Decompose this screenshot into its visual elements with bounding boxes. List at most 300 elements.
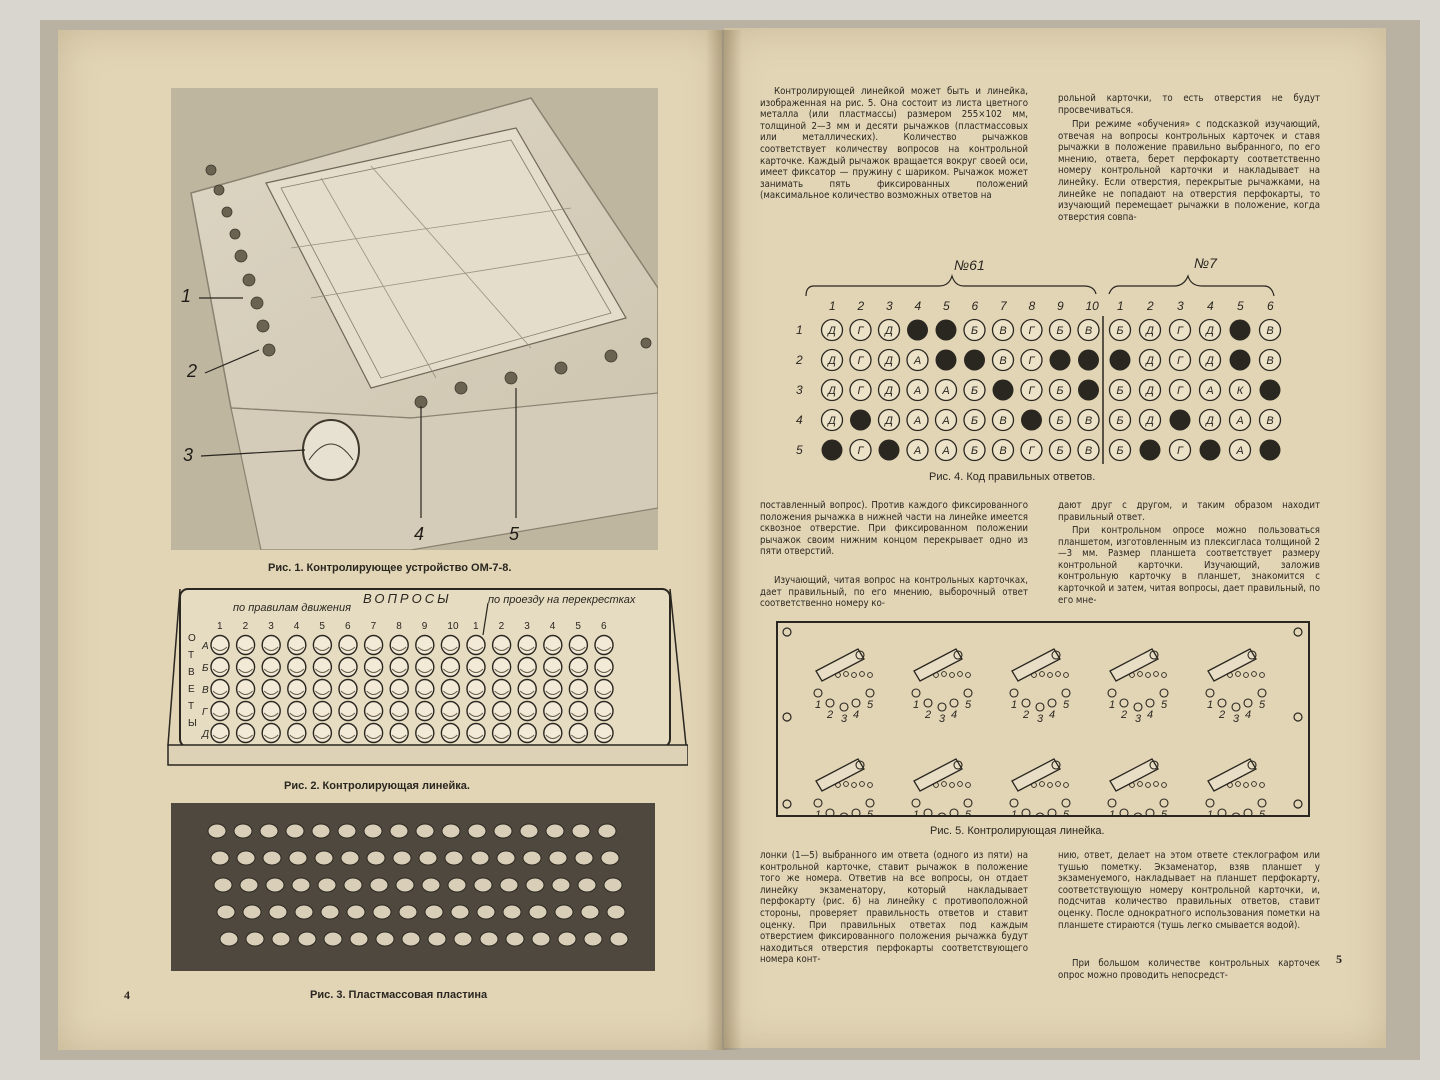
fig2-side-letter: Т <box>188 650 195 661</box>
fig2-hole <box>288 702 306 721</box>
fig5-hole <box>1048 699 1056 707</box>
fig5-detent <box>1244 783 1249 788</box>
fig3-hole <box>240 878 258 892</box>
fig2-column-number: 5 <box>575 621 581 632</box>
fig2-hole <box>595 658 613 677</box>
fig5-detent <box>844 782 849 787</box>
fig4-row-number: 4 <box>796 413 803 427</box>
fig5-hole <box>924 699 932 707</box>
fig3-hole <box>477 905 495 919</box>
fig5-hole <box>1108 689 1116 697</box>
fig2-hole <box>313 724 331 743</box>
fig4-cell-letter: Д <box>1206 415 1214 427</box>
fig4-cell-letter: Б <box>970 385 979 397</box>
fig2-hole <box>339 724 357 743</box>
fig4-filled-cell <box>1230 350 1251 371</box>
fig4-column-number: 3 <box>886 299 893 313</box>
fig3-hole <box>451 905 469 919</box>
fig5-hole <box>1134 703 1142 711</box>
fig4-cell-letter: Д <box>1146 325 1154 337</box>
fig2-side-letter: В <box>188 667 195 678</box>
fig5-detent <box>1146 783 1151 788</box>
fig5-detent <box>950 673 955 678</box>
fig5-hole <box>1062 689 1070 697</box>
fig2-hole <box>441 636 459 655</box>
fig2-hole <box>493 680 511 699</box>
fig3-hole <box>555 905 573 919</box>
fig2-hole <box>365 658 383 677</box>
fig4-cell-letter: А <box>913 355 922 367</box>
fig2-hole <box>493 636 511 655</box>
text-top-right-1: рольной карточки, то есть отверстия не будут просвечиваться. <box>1058 93 1320 116</box>
fig3-hole <box>214 878 232 892</box>
fig3-hole <box>607 905 625 919</box>
fig4-cell-letter: Д <box>828 415 836 427</box>
fig4-cell-letter: А <box>913 445 922 457</box>
fig2-hole <box>288 658 306 677</box>
fig4-cell-letter: В <box>999 415 1007 427</box>
fig4-cell-letter: А <box>913 385 922 397</box>
fig2-column-number: 4 <box>549 621 556 632</box>
fig5-hole <box>1062 799 1070 807</box>
fig2-hole <box>544 680 562 699</box>
fig5-hole <box>852 699 860 707</box>
fig3-hole <box>234 824 252 838</box>
fig5-position-number: 4 <box>951 709 958 721</box>
fig4-cell-letter: А <box>913 415 922 427</box>
fig2-hole <box>518 636 536 655</box>
fig3-hole <box>350 932 368 946</box>
fig4-filled-cell <box>879 440 900 461</box>
fig3-hole <box>364 824 382 838</box>
fig5-position-number: 1 <box>1011 809 1018 817</box>
fig5-detent <box>1154 782 1159 787</box>
fig5-detent <box>1048 673 1053 678</box>
fig5-hole <box>1218 699 1226 707</box>
fig5-position-number: 1 <box>1109 699 1116 711</box>
fig2-column-number: 5 <box>319 621 325 632</box>
fig3-hole <box>289 851 307 865</box>
fig5-position-number: 1 <box>913 809 920 817</box>
fig5-hole <box>1258 689 1266 697</box>
fig5-position-number: 1 <box>815 699 822 711</box>
fig2-header-left: по правилам движения <box>233 602 351 614</box>
fig2-hole <box>313 636 331 655</box>
fig5-position-number: 5 <box>1063 699 1070 711</box>
fig4-filled-cell <box>1140 440 1161 461</box>
fig4-cell-letter: В <box>1266 415 1274 427</box>
fig4-row-number: 1 <box>796 323 803 337</box>
fig5-detent <box>1040 782 1045 787</box>
fig5-detent <box>1048 783 1053 788</box>
fig5-position-number: 1 <box>1011 699 1018 711</box>
fig4-cell-letter: В <box>999 445 1007 457</box>
fig5-hole <box>1022 699 1030 707</box>
fig2-hole <box>544 636 562 655</box>
fig2-hole <box>339 680 357 699</box>
fig4-cell-letter: В <box>999 355 1007 367</box>
right-page-number: 5 <box>1336 952 1342 966</box>
fig5-position-number: 3 <box>1135 713 1142 725</box>
fig4-cell-letter: Г <box>1177 325 1183 337</box>
fig2-hole <box>288 636 306 655</box>
fig2-column-number: 8 <box>396 621 402 632</box>
fig2-hole <box>595 702 613 721</box>
callout-3: 3 <box>183 445 194 465</box>
fig2-hole <box>544 724 562 743</box>
fig5-position-number: 5 <box>965 699 972 711</box>
fig3-hole <box>347 905 365 919</box>
fig5-detent <box>868 783 873 788</box>
fig4-filled-cell <box>936 350 957 371</box>
text-bottom-right-2: При большом количестве контрольных карточек опрос можно проводить непосредст- <box>1058 958 1320 981</box>
fig4-column-number: 5 <box>1237 299 1244 313</box>
fig5-hole <box>866 799 874 807</box>
fig4-cell-letter: Г <box>857 385 864 397</box>
fig5-hole <box>1010 689 1018 697</box>
fig2-hole <box>416 658 434 677</box>
fig4-cell-letter: Г <box>857 445 864 457</box>
fig3-hole <box>471 851 489 865</box>
fig4-cell-letter: Д <box>885 415 893 427</box>
fig5-position-number: 5 <box>1161 699 1168 711</box>
fig4-column-number: 3 <box>1177 299 1184 313</box>
fig2-hole <box>313 680 331 699</box>
fig5-position-number: 1 <box>1207 699 1214 711</box>
fig3-hole <box>266 878 284 892</box>
fig5-position-number: 2 <box>1219 709 1226 721</box>
fig3-hole <box>584 932 602 946</box>
fig5-hole <box>1232 703 1240 711</box>
fig3-hole <box>610 932 628 946</box>
fig3-hole <box>246 932 264 946</box>
fig2-hole <box>262 724 280 743</box>
fig4-cell-letter: В <box>1084 325 1093 337</box>
fig4-cell-letter: Б <box>970 445 979 457</box>
fig3-hole <box>370 878 388 892</box>
fig4-cell-letter: Г <box>1028 445 1035 457</box>
text-bottom-right-1: нию, ответ, делает на этом ответе стеклографом или тушью пометку. Экзаменатор, взяв планшет у экзаменуемого, накладывает на планшет перфокарту, соответствующую номеру контрольной карточки, и, подсчитав количество правильных ответов, ставит оценку. После однократного использования пометки на планшете стираются (тушь легко смывается водой). <box>1058 850 1320 931</box>
fig5-hole <box>964 689 972 697</box>
fig5-detent <box>1146 673 1151 678</box>
fig4-cell-letter: А <box>1206 385 1214 397</box>
fig4-filled-cell <box>850 410 871 431</box>
fig4-filled-cell <box>1170 410 1191 431</box>
fig2-hole <box>416 636 434 655</box>
fig2-hole <box>518 724 536 743</box>
fig4-cell-letter: А <box>1236 415 1244 427</box>
fig4-cell-letter: Б <box>970 325 979 337</box>
fig5-detent <box>958 782 963 787</box>
fig2-hole <box>467 636 485 655</box>
fig3-hole <box>526 878 544 892</box>
fig5-hole <box>840 703 848 711</box>
callout-1: 1 <box>181 286 192 306</box>
fig4-column-number: 1 <box>1117 299 1124 313</box>
fig3-hole <box>454 932 472 946</box>
fig4-column-number: 2 <box>857 299 865 313</box>
fig4-cell-letter: В <box>1266 325 1274 337</box>
callout-2: 2 <box>187 361 198 381</box>
fig2-side-letter: Ы <box>188 718 197 729</box>
fig4-filled-cell <box>1050 350 1071 371</box>
fig3-hole <box>312 824 330 838</box>
fig5-hole <box>1160 689 1168 697</box>
fig3-hole <box>480 932 498 946</box>
fig4-column-number: 1 <box>829 299 836 313</box>
fig5-detent <box>1162 673 1167 678</box>
fig4-cell-letter: Д <box>828 385 836 397</box>
fig2-hole <box>211 636 229 655</box>
fig5-hole <box>1010 799 1018 807</box>
fig3-hole <box>503 905 521 919</box>
fig3-hole <box>272 932 290 946</box>
fig3-hole <box>558 932 576 946</box>
fig2-hole <box>467 658 485 677</box>
fig4-column-number: 7 <box>1000 299 1007 313</box>
fig2-row-letter: Г <box>202 707 208 718</box>
fig2-hole <box>339 658 357 677</box>
fig2-hole <box>518 680 536 699</box>
fig2-hole <box>518 658 536 677</box>
fig4-cell-letter: В <box>999 325 1007 337</box>
fig5-hole <box>1108 799 1116 807</box>
fig4-cell-letter: Б <box>1056 445 1064 457</box>
fig2-column-number: 1 <box>473 621 479 632</box>
fig2-hole <box>544 658 562 677</box>
left-page <box>58 30 722 1050</box>
fig4-row-number: 2 <box>796 353 803 367</box>
fig3-hole <box>269 905 287 919</box>
fig4-filled-cell <box>907 320 928 341</box>
text-mid-left-2: Изучающий, читая вопрос на контрольных карточках, дает правильный, по его мнению, выборочный ответ соответственно номеру ко- <box>760 575 1028 610</box>
figure-2-drawing <box>158 583 688 771</box>
fig4-filled-cell <box>822 440 843 461</box>
fig5-position-number: 5 <box>1161 809 1168 817</box>
fig3-hole <box>260 824 278 838</box>
fig4-cell-letter: Б <box>970 415 979 427</box>
fig3-hole <box>572 824 590 838</box>
fig2-hole <box>595 724 613 743</box>
fig2-hole <box>390 636 408 655</box>
fig3-hole <box>445 851 463 865</box>
fig2-hole <box>365 680 383 699</box>
fig2-hole <box>595 636 613 655</box>
fig3-hole <box>604 878 622 892</box>
fig4-cell-letter: Б <box>1056 325 1064 337</box>
fig5-detent <box>1040 672 1045 677</box>
fig4-cell-letter: Д <box>1206 325 1214 337</box>
fig4-column-number: 9 <box>1057 299 1064 313</box>
fig5-hole <box>912 799 920 807</box>
fig4-cell-letter: А <box>942 385 950 397</box>
fig3-hole <box>520 824 538 838</box>
fig2-hole <box>390 702 408 721</box>
fig2-hole <box>467 702 485 721</box>
right-page <box>724 28 1386 1048</box>
figure-1-caption: Рис. 1. Контролирующее устройство ОМ-7-8. <box>268 562 512 574</box>
fig5-detent <box>1056 672 1061 677</box>
text-mid-left-1: поставленный вопрос). Против каждого фиксированного положения рычажка в нижней части на линейке имеется сквозное отверстие. При фиксированном положении рычажок своим нижним концом перекрывает одно из пяти отверстий. <box>760 500 1028 558</box>
fig3-hole <box>575 851 593 865</box>
fig2-side-letter: Т <box>188 701 195 712</box>
fig4-cell-letter: Г <box>1177 355 1183 367</box>
fig5-detent <box>942 782 947 787</box>
fig5-position-number: 1 <box>913 699 920 711</box>
fig5-position-number: 5 <box>965 809 972 817</box>
fig5-detent <box>860 672 865 677</box>
fig4-cell-letter: В <box>1084 415 1093 427</box>
fig3-hole <box>237 851 255 865</box>
figure-5-caption: Рис. 5. Контролирующая линейка. <box>930 825 1105 837</box>
fig2-hole <box>569 724 587 743</box>
fig3-hole <box>292 878 310 892</box>
fig4-filled-cell <box>1110 350 1131 371</box>
fig3-hole <box>598 824 616 838</box>
fig2-column-number: 3 <box>524 621 530 632</box>
fig2-hole <box>569 680 587 699</box>
fig5-position-number: 4 <box>1049 709 1056 721</box>
figure-2-caption: Рис. 2. Контролирующая линейка. <box>284 780 470 792</box>
fig5-hole <box>1036 703 1044 711</box>
fig5-hole <box>912 689 920 697</box>
fig2-hole <box>288 724 306 743</box>
fig4-filled-cell <box>936 320 957 341</box>
fig3-hole <box>468 824 486 838</box>
fig3-hole <box>208 824 226 838</box>
fig3-hole <box>506 932 524 946</box>
fig4-cell-letter: Д <box>1206 355 1214 367</box>
fig2-column-number: 6 <box>345 621 351 632</box>
fig3-hole <box>474 878 492 892</box>
fig2-column-number: 1 <box>217 621 223 632</box>
fig4-filled-cell <box>1021 410 1042 431</box>
fig2-row-letter: Д <box>202 729 210 740</box>
fig4-column-number: 4 <box>914 299 922 313</box>
fig5-detent <box>1064 673 1069 678</box>
fig4-cell-letter: К <box>1236 385 1244 397</box>
fig4-cell-letter: Б <box>1056 385 1064 397</box>
fig3-hole <box>419 851 437 865</box>
fig4-filled-cell <box>1078 380 1099 401</box>
figure-1-photo <box>171 88 658 550</box>
fig2-row-letter: А <box>202 641 209 652</box>
fig2-column-number: 2 <box>242 621 249 632</box>
fig2-hole <box>237 724 255 743</box>
fig4-column-number: 2 <box>1147 299 1154 313</box>
fig3-hole <box>425 905 443 919</box>
fig3-hole <box>318 878 336 892</box>
fig2-hole <box>211 658 229 677</box>
fig3-hole <box>367 851 385 865</box>
fig2-hole <box>313 702 331 721</box>
fig3-hole <box>416 824 434 838</box>
fig3-hole <box>523 851 541 865</box>
fig2-column-number: 7 <box>370 621 377 632</box>
fig2-column-number: 10 <box>447 621 459 632</box>
device-drawing <box>171 88 658 550</box>
fig5-position-number: 3 <box>939 713 946 725</box>
figure-3-caption: Рис. 3. Пластмассовая пластина <box>310 989 488 1001</box>
fig2-hole <box>441 702 459 721</box>
fig3-hole <box>315 851 333 865</box>
fig4-cell-letter: А <box>942 445 950 457</box>
left-page-number: 4 <box>124 988 130 1002</box>
fig5-detent <box>966 783 971 788</box>
fig5-position-number: 1 <box>815 809 822 817</box>
fig2-hole <box>211 724 229 743</box>
figure-3-photo <box>171 803 655 971</box>
book-gutter <box>706 30 742 1050</box>
fig3-hole <box>376 932 394 946</box>
fig5-position-number: 3 <box>1037 713 1044 725</box>
fig5-detent <box>852 783 857 788</box>
fig5-hole <box>1160 799 1168 807</box>
fig4-cell-letter: Д <box>1146 385 1154 397</box>
fig5-position-number: 5 <box>1063 809 1070 817</box>
fig4-cell-letter: Д <box>1146 355 1154 367</box>
fig5-detent <box>1064 783 1069 788</box>
fig2-hole <box>569 658 587 677</box>
fig2-hole <box>441 724 459 743</box>
fig4-cell-letter: Б <box>1116 445 1124 457</box>
fig3-hole <box>217 905 235 919</box>
fig5-position-number: 5 <box>1259 809 1266 817</box>
fig3-hole <box>220 932 238 946</box>
fig2-hole <box>365 702 383 721</box>
fig5-position-number: 5 <box>867 809 874 817</box>
fig5-hole <box>1244 699 1252 707</box>
fig5-detent <box>868 673 873 678</box>
fig2-hole <box>237 680 255 699</box>
fig4-cell-letter: Д <box>828 355 836 367</box>
fig2-hole <box>288 680 306 699</box>
fig2-column-number: 4 <box>293 621 300 632</box>
fig3-hole <box>546 824 564 838</box>
fig5-position-number: 2 <box>1121 709 1128 721</box>
fig2-column-number: 9 <box>421 621 428 632</box>
fig5-hole <box>814 799 822 807</box>
fig3-hole <box>581 905 599 919</box>
fig4-row-number: 5 <box>796 443 803 457</box>
fig3-hole <box>529 905 547 919</box>
fig2-header-title: ВОПРОСЫ <box>363 591 452 606</box>
fig3-hole <box>422 878 440 892</box>
fig4-cell-letter: В <box>1084 445 1093 457</box>
text-top-left: Контролирующей линейкой может быть и линейка, изображенная на рис. 5. Она состоит из листа цветного металла (или пластмассы) размером 255×102 мм, толщиной 2—3 мм и десяти рычажков (пластмассовых или металлических). Количество рычажков соответствует количеству вопросов на контрольной карточке. Каждый рычажок вращается вокруг своей оси, имеет фиксатор — пружину с шариком. Рычажок может занимать пять фиксированных положений (максимальное количество возможных ответов на <box>760 86 1028 202</box>
callout-5: 5 <box>509 524 520 544</box>
fig5-hole <box>1206 689 1214 697</box>
fig5-position-number: 1 <box>1109 809 1116 817</box>
fig3-hole <box>263 851 281 865</box>
text-bottom-left: лонки (1—5) выбранного им ответа (одного из пяти) на контрольной карточке, ставит рычажок в положение того же номера. Ответив на все вопросы, он отдает линейку экзаменатору, который накладывает перфокарту (рис. 6) на линейку с противоположной стороны, проверяет правильность ответов и ставит оценку. При правильных ответах под каждым отверстием фиксированного положения рычажка будут находиться отверстия перфокарты соответствующего номера конт- <box>760 850 1028 966</box>
fig3-hole <box>321 905 339 919</box>
fig5-position-number: 4 <box>1245 709 1252 721</box>
fig4-filled-cell <box>993 380 1014 401</box>
fig4-cell-letter: Г <box>857 355 864 367</box>
fig5-detent <box>844 672 849 677</box>
fig3-hole <box>601 851 619 865</box>
fig5-position-number: 5 <box>1259 699 1266 711</box>
fig5-hole <box>826 699 834 707</box>
fig4-filled-cell <box>964 350 985 371</box>
fig2-hole <box>493 724 511 743</box>
fig5-detent <box>958 672 963 677</box>
fig3-hole <box>373 905 391 919</box>
fig5-position-number: 4 <box>853 709 860 721</box>
fig4-cell-letter: Б <box>1056 415 1064 427</box>
fig5-position-number: 2 <box>827 709 834 721</box>
